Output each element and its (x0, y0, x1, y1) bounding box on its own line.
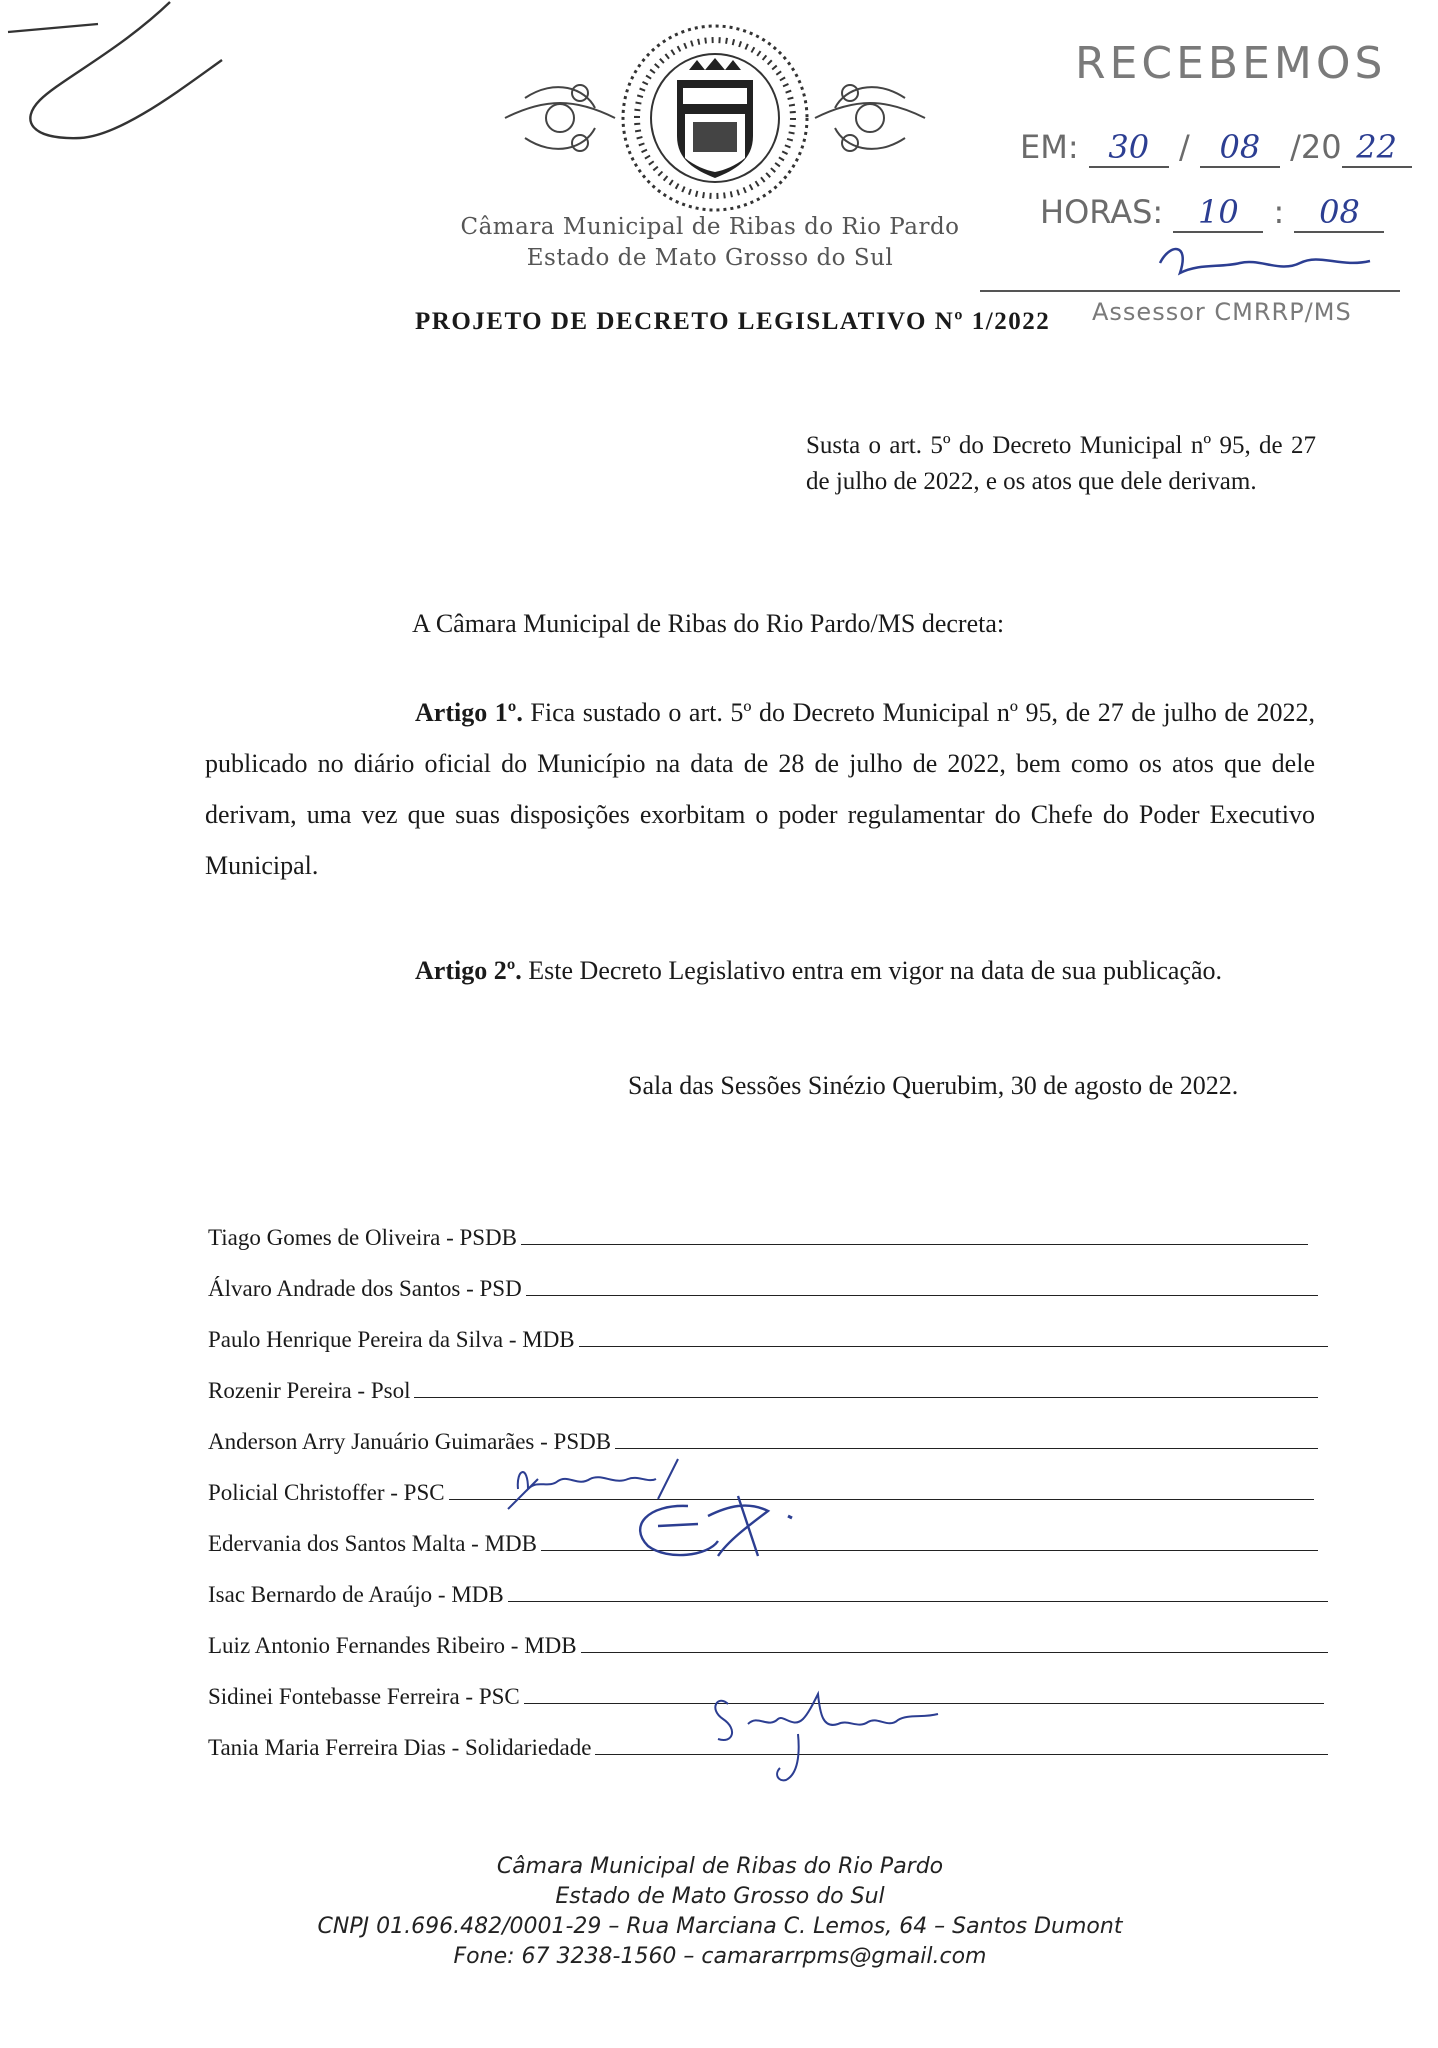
signatory-name: Tiago Gomes de Oliveira - PSDB (208, 1225, 518, 1250)
article-2-text: Este Decreto Legislativo entra em vigor na data de sua publicação. (521, 956, 1223, 985)
stamp-date-month: 08 (1219, 128, 1261, 166)
stamp-date-row: EM: 30 / 08 /20 22 (1020, 128, 1412, 168)
signature-row (208, 1302, 1328, 1353)
signatory-name: Álvaro Andrade dos Santos - PSD (208, 1276, 522, 1301)
institution-name: Câmara Municipal de Ribas do Rio Pardo (460, 214, 960, 240)
article-1-text: Fica sustado o art. 5º do Decreto Municipal nº 95, de 27 de julho de 2022, publicado no diário oficial do Município na data de 28 de julho de 2022, bem como os atos que dele derivam, uma vez que suas disposições exorbitam o poder regulamentar do Chefe do Poder Executivo Municipal. (205, 698, 1316, 880)
closing-place-date: Sala das Sessões Sinézio Querubim, 30 de agosto de 2022. (628, 1071, 1239, 1100)
stamp-date-year-prefix: 20 (1300, 128, 1342, 166)
signature-line (526, 1295, 1318, 1296)
municipal-crest-logo (485, 18, 945, 218)
signatory-name: Isac Bernardo de Araújo - MDB (208, 1582, 504, 1607)
footer-institution: Câmara Municipal de Ribas do Rio Pardo (496, 1854, 944, 1879)
stamp-title: RECEBEMOS (1075, 38, 1387, 89)
signature-row (208, 1353, 1328, 1404)
signature-list (208, 1200, 1328, 1761)
handwritten-signature (698, 1684, 948, 1794)
stamp-signature-role: Assessor CMRRP/MS (1092, 298, 1352, 326)
pen-scribble-mark (0, 0, 230, 160)
signature-line (521, 1244, 1308, 1245)
signatory-name: Edervania dos Santos Malta - MDB (208, 1531, 537, 1556)
stamp-signature (1150, 233, 1390, 293)
decree-intro: A Câmara Municipal de Ribas do Rio Pardo/MS decreta: (412, 609, 1005, 638)
signature-line (581, 1652, 1328, 1653)
article-2-label: Artigo 2º. (415, 956, 522, 985)
footer-state: Estado de Mato Grosso do Sul (555, 1884, 885, 1909)
article-2 (205, 945, 1315, 996)
signature-row (208, 1557, 1328, 1608)
signatory-name: Sidinei Fontebasse Ferreira - PSC (208, 1684, 520, 1709)
stamp-time-minute: 08 (1319, 193, 1360, 231)
signatory-name: Paulo Henrique Pereira da Silva - MDB (208, 1327, 575, 1352)
signatory-name: Rozenir Pereira - Psol (208, 1378, 411, 1403)
document-title: PROJETO DE DECRETO LEGISLATIVO Nº 1/2022 (415, 308, 1051, 335)
signature-line (579, 1346, 1328, 1347)
footer-contact: Fone: 67 3238-1560 – camararrpms@gmail.com (453, 1944, 987, 1969)
stamp-time-label: HORAS: (1040, 193, 1164, 231)
stamp-time-row: HORAS: 10 : 08 (1040, 193, 1384, 233)
signature-row (208, 1251, 1328, 1302)
document-ementa: Susta o art. 5º do Decreto Municipal nº 95, de 27 de julho de 2022, e os atos que dele derivam. (806, 432, 1316, 495)
footer-address: CNPJ 01.696.482/0001-29 – Rua Marciana C. Lemos, 64 – Santos Dumont (317, 1914, 1123, 1939)
stamp-time-hour: 10 (1197, 193, 1239, 231)
page-footer (300, 1852, 1140, 1972)
signature-line (414, 1397, 1318, 1398)
stamp-signature-line (980, 290, 1400, 292)
signature-row (208, 1710, 1328, 1761)
signature-line (508, 1601, 1328, 1602)
institution-state: Estado de Mato Grosso do Sul (526, 245, 894, 271)
signature-row (208, 1200, 1328, 1251)
signature-line (615, 1448, 1318, 1449)
institution-header (420, 212, 1000, 274)
signature-row (208, 1404, 1328, 1455)
signatory-name: Anderson Arry Januário Guimarães - PSDB (208, 1429, 612, 1454)
receipt-stamp (980, 28, 1420, 328)
stamp-date-year-suffix: 22 (1356, 128, 1397, 166)
signatory-name: Policial Christoffer - PSC (208, 1480, 445, 1505)
article-1 (205, 687, 1315, 891)
stamp-date-day: 30 (1108, 128, 1150, 166)
signatory-name: Luiz Antonio Fernandes Ribeiro - MDB (208, 1633, 577, 1658)
stamp-date-label: EM: (1020, 128, 1079, 166)
signatory-name: Tania Maria Ferreira Dias - Solidariedade (208, 1735, 592, 1760)
article-1-label: Artigo 1º. (415, 698, 523, 727)
signature-row (208, 1506, 1328, 1557)
signature-row (208, 1608, 1328, 1659)
